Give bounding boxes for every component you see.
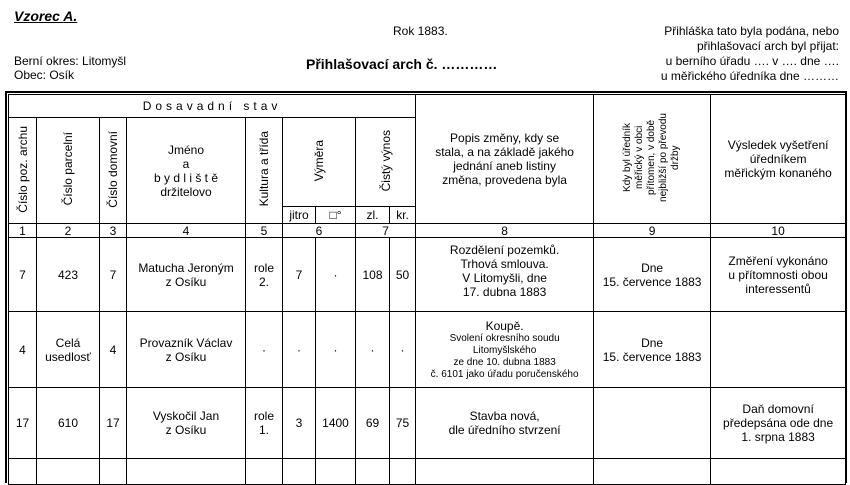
- cell-parcelni: Celá usedlosť: [37, 312, 100, 388]
- col-number: 5: [246, 224, 283, 238]
- col-number: 10: [711, 224, 846, 238]
- cell-domovni: 4: [100, 312, 127, 388]
- cell-zl: ·: [356, 312, 390, 388]
- cell-popis: Stavba nová, dle úředního stvrzení: [416, 388, 594, 459]
- cell-jitro: 7: [283, 238, 316, 312]
- cell-zl: 69: [356, 388, 390, 459]
- cell-vysledek: Daň domovní předepsána ode dne 1. srpna 1883: [711, 388, 846, 459]
- note-line: u měřického úředníka dne ………: [660, 69, 839, 83]
- cell-jitro: ·: [283, 312, 316, 388]
- table-row: [9, 388, 846, 459]
- submission-note: [661, 24, 839, 84]
- page-title: Přihlašovací arch č. …………: [306, 56, 498, 72]
- cell-sah: ·: [316, 312, 356, 388]
- cell-popis: Rozdělení pozemků. Trhová smlouva. V Litomyšli, dne 17. dubna 1883: [416, 238, 594, 312]
- form-model-label: Vzorec A.: [14, 8, 78, 24]
- cell-kdy: Dne 15. července 1883: [594, 238, 711, 312]
- col-number: 1: [9, 224, 37, 238]
- subheader-zl: zl.: [356, 207, 390, 224]
- header-vysledek: Výsledek vyšetření úředníkem měřickým konaného: [711, 95, 846, 224]
- cell-vysledek: [711, 312, 846, 388]
- tax-district: Berní okres: Litomyšl: [14, 54, 127, 68]
- cell-kr: 75: [390, 388, 416, 459]
- cell-kr: 50: [390, 238, 416, 312]
- cell-kdy: [594, 388, 711, 459]
- cell-sah: 1400: [316, 388, 356, 459]
- cell-kr: ·: [390, 312, 416, 388]
- table-row: [9, 238, 846, 312]
- col-number: 7: [356, 224, 416, 238]
- col-number: 4: [127, 224, 246, 238]
- col-number: 3: [100, 224, 127, 238]
- table-row: [9, 312, 846, 388]
- cell-jmeno: Provazník Václav z Osíku: [127, 312, 246, 388]
- header-popis: Popis změny, kdy se stala, a na základě jakého jednání aneb listiny změna, provedena byla: [416, 95, 594, 224]
- header-vynos: Čistý výnos: [356, 118, 416, 207]
- header-archu: Číslo poz. archu: [9, 118, 37, 224]
- col-number: 2: [37, 224, 100, 238]
- cell-zl: 108: [356, 238, 390, 312]
- cell-parcelni: 610: [37, 388, 100, 459]
- header-jmeno: Jméno a b y d l i š t ě držitelovo: [127, 118, 246, 224]
- cell-vysledek: Změření vykonáno u přítomnosti obou interessentů: [711, 238, 846, 312]
- col-number: 6: [283, 224, 356, 238]
- subheader-kr: kr.: [390, 207, 416, 224]
- year-label: Rok 1883.: [393, 24, 448, 38]
- cell-jmeno: Vyskočil Jan z Osíku: [127, 388, 246, 459]
- header-parcelni: Číslo parcelní: [37, 118, 100, 224]
- group-header: Dosavadní stav: [9, 95, 416, 118]
- cell-archu: 7: [9, 238, 37, 312]
- col-number: 8: [416, 224, 594, 238]
- cell-popis: Koupě. Svolení okresního soudu Litomyšlského ze dne 10. dubna 1883 č. 6101 jako úřadu poručenského: [416, 312, 594, 388]
- registration-table: [8, 94, 846, 485]
- cell-kultura: ·: [246, 312, 283, 388]
- note-line: u berního úřadu …. v …. dne ….: [665, 54, 839, 68]
- cell-sah: ·: [316, 238, 356, 312]
- community: Obec: Osík: [14, 68, 75, 82]
- table-row: [9, 459, 846, 485]
- header-vymera: Výměra: [283, 118, 356, 207]
- cell-jmeno: Matucha Jeroným z Osíku: [127, 238, 246, 312]
- cell-archu: 4: [9, 312, 37, 388]
- cell-jitro: 3: [283, 388, 316, 459]
- cell-kultura: role 2.: [246, 238, 283, 312]
- col-number: 9: [594, 224, 711, 238]
- header-kdy: Kdy byl úředník měřický v obci přítomen, v době nejbližší po převodu držby: [594, 95, 711, 224]
- note-line: přihlašovací arch byl přijat:: [696, 39, 839, 53]
- note-line: Přihláška tato byla podána, nebo: [664, 24, 839, 38]
- cell-domovni: 17: [100, 388, 127, 459]
- cell-kultura: role 1.: [246, 388, 283, 459]
- cell-archu: 17: [9, 388, 37, 459]
- header-domovni: Číslo domovní: [100, 118, 127, 224]
- subheader-sah: □°: [316, 207, 356, 224]
- subheader-jitro: jitro: [283, 207, 316, 224]
- cell-kdy: Dne 15. července 1883: [594, 312, 711, 388]
- cell-parcelni: 423: [37, 238, 100, 312]
- cell-domovni: 7: [100, 238, 127, 312]
- header-kultura: Kultura a třída: [246, 118, 283, 224]
- form-model-letter: A.: [63, 8, 78, 24]
